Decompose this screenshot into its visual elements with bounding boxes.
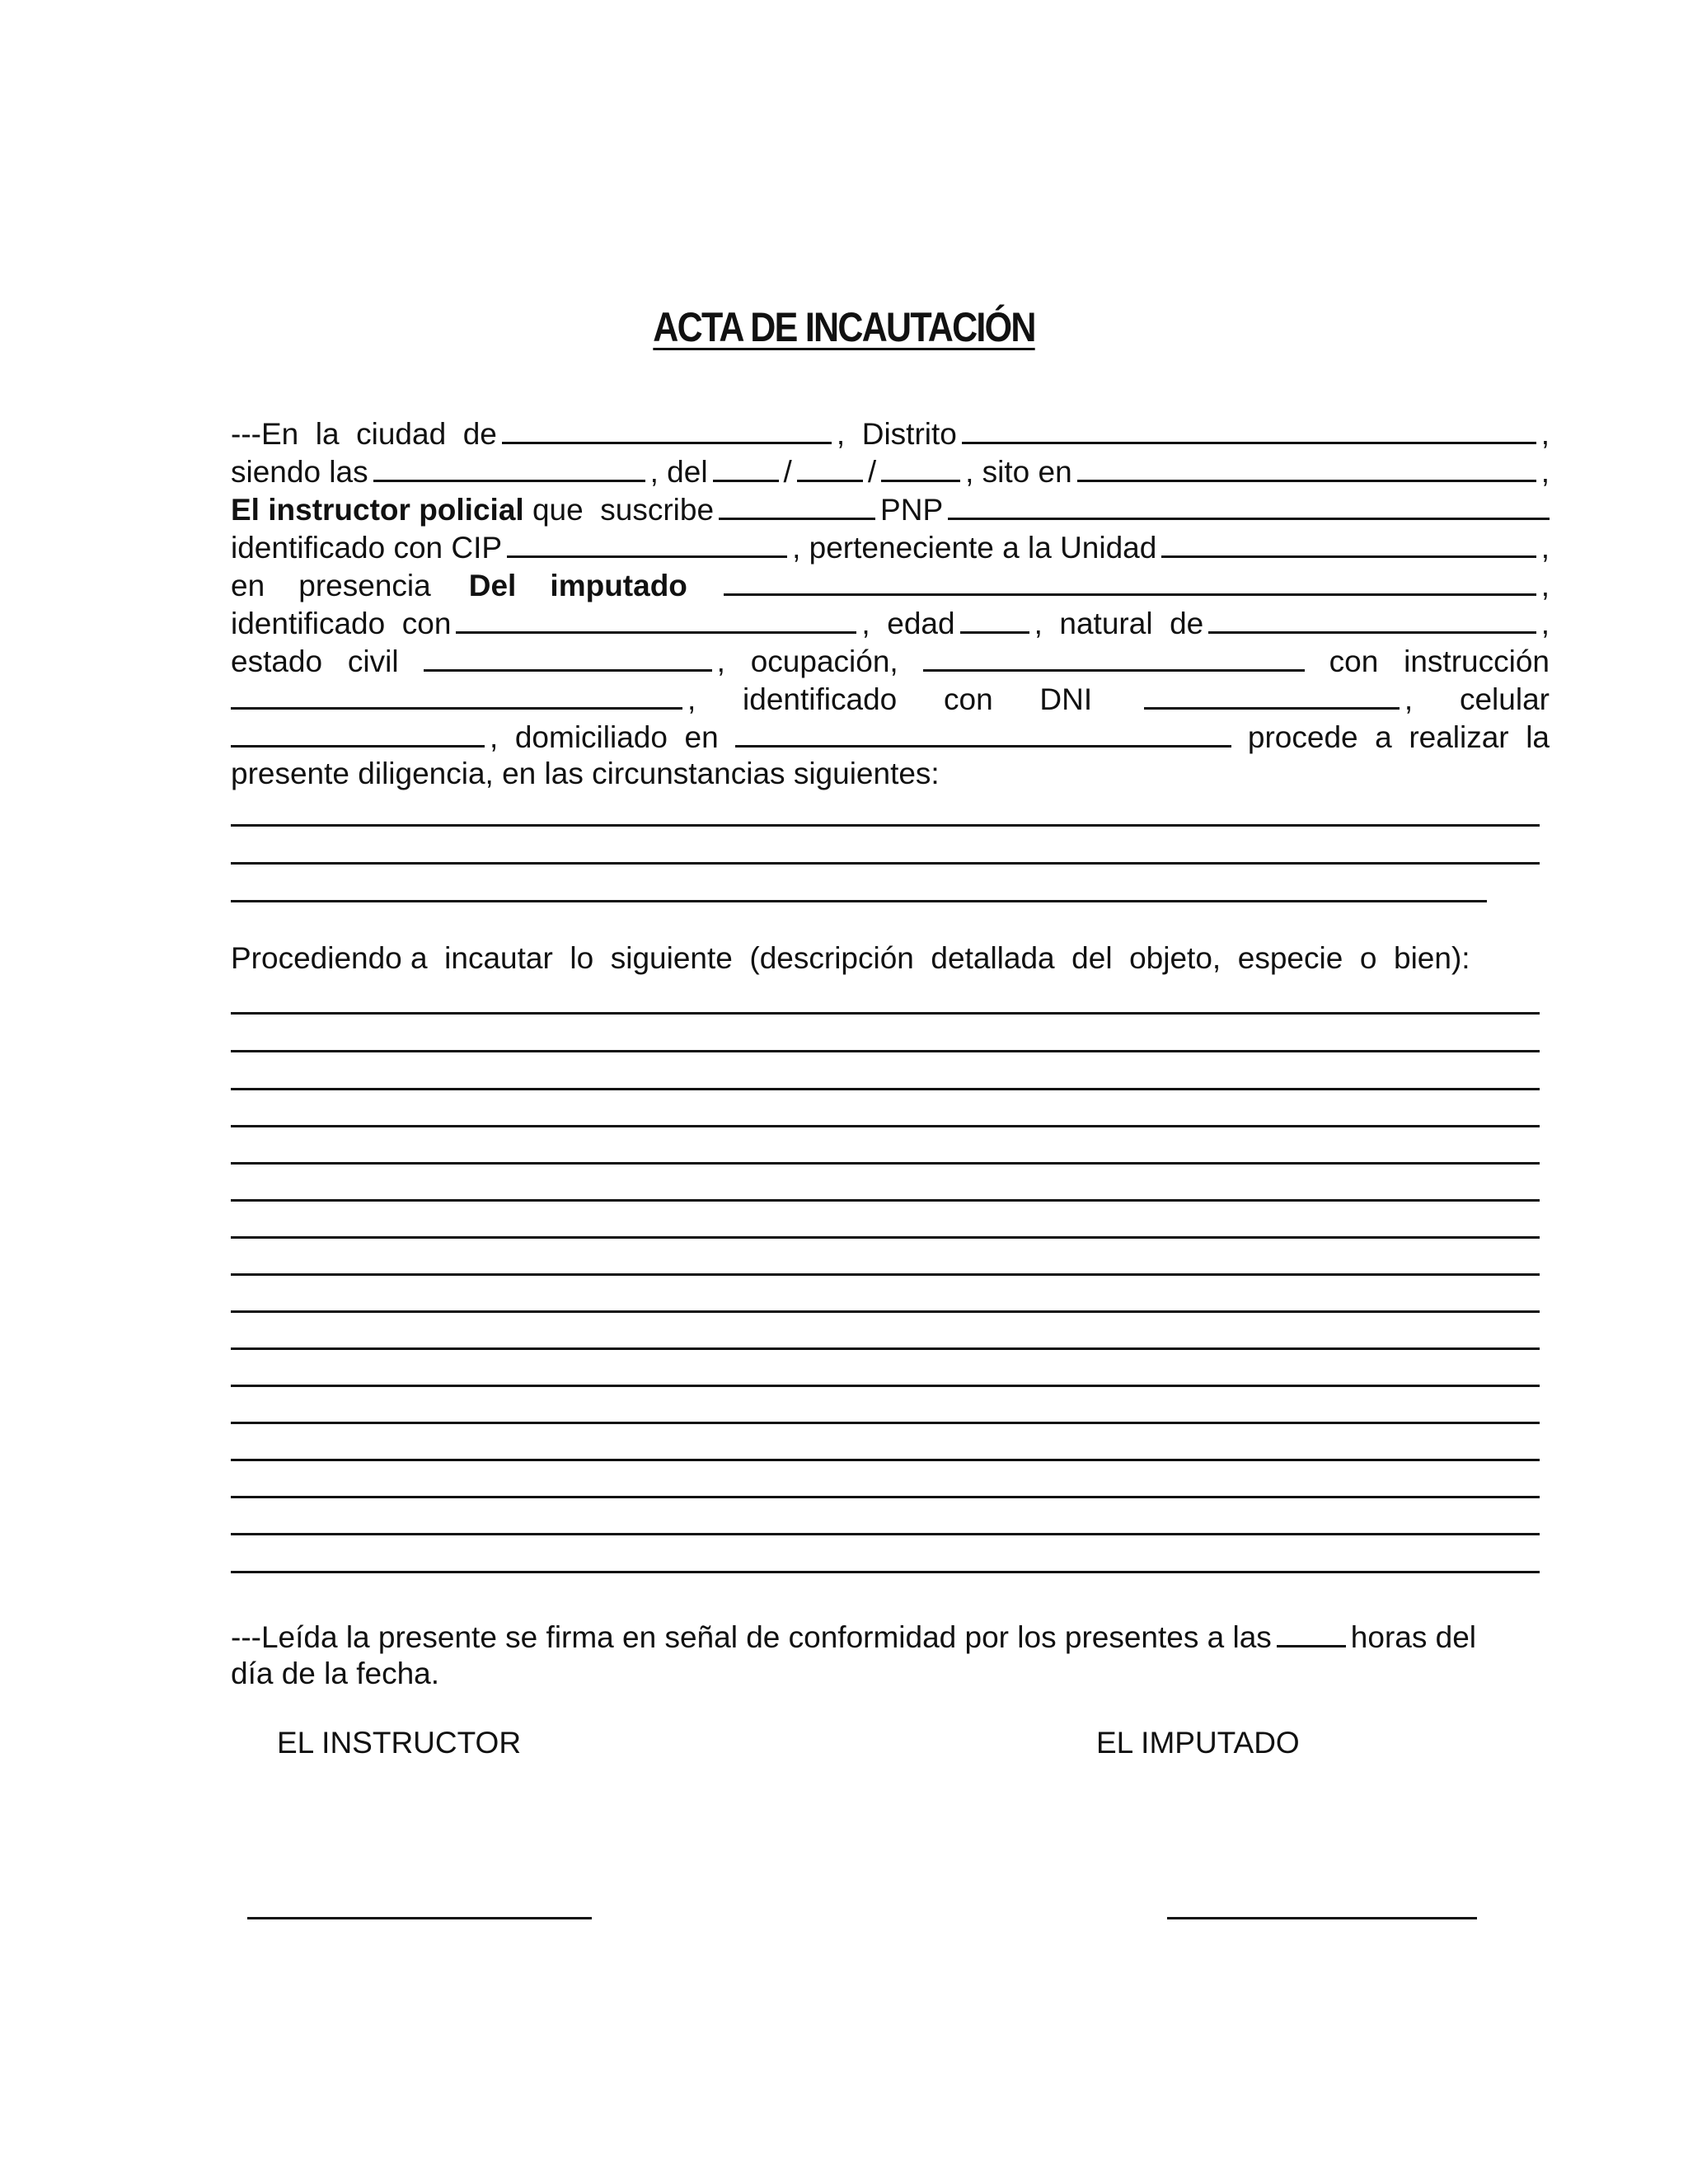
label-celular: celular bbox=[1459, 682, 1550, 716]
seizure-line[interactable] bbox=[231, 1347, 1540, 1350]
label-identificado-con: identificado con bbox=[231, 607, 452, 640]
intro-line-4 bbox=[231, 527, 1550, 565]
label-domiciliado-en: , domiciliado en bbox=[490, 720, 719, 754]
field-cip[interactable] bbox=[507, 527, 787, 558]
label-con: con bbox=[944, 682, 993, 716]
label-horas-del: horas del bbox=[1350, 1620, 1477, 1654]
field-hora[interactable] bbox=[373, 452, 645, 482]
label-fecha: , del bbox=[649, 455, 708, 489]
seizure-line[interactable] bbox=[231, 1459, 1540, 1461]
circumstances-line[interactable] bbox=[231, 862, 1540, 865]
label-instruccion: con instrucción bbox=[1329, 644, 1550, 678]
label-hora: siendo las bbox=[231, 455, 368, 489]
field-estado-civil[interactable] bbox=[424, 641, 712, 672]
field-unidad[interactable] bbox=[1161, 527, 1536, 558]
field-documento[interactable] bbox=[456, 603, 856, 634]
label-procede: procede a realizar la bbox=[1247, 720, 1550, 754]
field-domicilio[interactable] bbox=[735, 717, 1231, 748]
intro-line-6 bbox=[231, 603, 1550, 641]
label-circunstancias: presente diligencia, en las circunstancias siguientes: bbox=[231, 757, 940, 790]
label-sito-en: , sito en bbox=[965, 455, 1072, 489]
seizure-line[interactable] bbox=[231, 1199, 1540, 1202]
document-title: ACTA DE INCAUTACIÓN bbox=[653, 304, 1035, 350]
label-unidad: , perteneciente a la Unidad bbox=[792, 531, 1157, 565]
seizure-line[interactable] bbox=[231, 1533, 1540, 1535]
intro-line-5 bbox=[231, 565, 1550, 603]
date-separator: / bbox=[783, 455, 792, 489]
field-ciudad[interactable] bbox=[502, 414, 832, 444]
seizure-line[interactable] bbox=[231, 1422, 1540, 1424]
intro-line-10 bbox=[231, 755, 1550, 793]
field-grado[interactable] bbox=[719, 490, 875, 520]
circumstances-line[interactable] bbox=[231, 824, 1540, 827]
seizure-line[interactable] bbox=[231, 1236, 1540, 1239]
label-pnp: PNP bbox=[880, 493, 944, 527]
seizure-line[interactable] bbox=[231, 1125, 1540, 1127]
seizure-line[interactable] bbox=[231, 1050, 1540, 1052]
field-edad[interactable] bbox=[960, 603, 1029, 634]
field-celular[interactable] bbox=[231, 717, 485, 748]
label-edad: , edad bbox=[861, 607, 955, 640]
field-dni[interactable] bbox=[1144, 679, 1400, 710]
signature-line-instructor[interactable] bbox=[247, 1917, 592, 1919]
signature-label-imputado: EL IMPUTADO bbox=[1096, 1726, 1300, 1760]
label-procediendo: Procediendo a incautar lo siguiente (descripción detallada del objeto, especie o bien): bbox=[231, 941, 1470, 975]
field-lugar[interactable] bbox=[1077, 452, 1536, 482]
intro-line-3 bbox=[231, 490, 1550, 527]
seizure-line[interactable] bbox=[231, 1012, 1540, 1015]
field-natural-de[interactable] bbox=[1208, 603, 1536, 634]
label-cip: identificado con CIP bbox=[231, 531, 503, 565]
seizure-line[interactable] bbox=[231, 1385, 1540, 1387]
seizure-line[interactable] bbox=[231, 1273, 1540, 1276]
field-horas[interactable] bbox=[1277, 1617, 1346, 1647]
field-nombre-imputado[interactable] bbox=[724, 565, 1536, 596]
intro-line-1 bbox=[231, 414, 1550, 452]
seizure-line[interactable] bbox=[231, 1496, 1540, 1498]
seizure-intro-line bbox=[231, 940, 1550, 977]
label-suscribe: que suscribe bbox=[523, 493, 715, 527]
label-en-presencia: en presencia bbox=[231, 569, 431, 602]
seizure-line[interactable] bbox=[231, 1088, 1540, 1090]
comma: , bbox=[1540, 531, 1550, 565]
signature-line-imputado[interactable] bbox=[1167, 1917, 1477, 1919]
field-instruccion[interactable] bbox=[231, 679, 682, 710]
label-leida: ---Leída la presente se firma en señal de conformidad por los presentes a las bbox=[231, 1620, 1272, 1654]
comma: , bbox=[1404, 682, 1414, 716]
label-estado-civil: estado civil bbox=[231, 644, 399, 678]
signature-label-instructor: EL INSTRUCTOR bbox=[277, 1726, 522, 1760]
label-del-imputado: Del imputado bbox=[468, 569, 687, 602]
intro-line-9 bbox=[231, 717, 1550, 755]
label-dni: DNI bbox=[1039, 682, 1093, 716]
label-natural-de: , natural de bbox=[1034, 607, 1204, 640]
closing-line-1 bbox=[231, 1617, 1550, 1655]
comma: , bbox=[1540, 417, 1550, 451]
intro-line-2 bbox=[231, 452, 1550, 490]
comma: , bbox=[687, 682, 696, 716]
field-distrito[interactable] bbox=[962, 414, 1536, 444]
intro-line-8 bbox=[231, 679, 1550, 717]
date-separator: / bbox=[867, 455, 877, 489]
field-dia[interactable] bbox=[713, 452, 779, 482]
label-ciudad: ---En la ciudad de bbox=[231, 417, 497, 451]
comma: , bbox=[1540, 607, 1550, 640]
label-distrito: , Distrito bbox=[836, 417, 957, 451]
label-instructor-policial: El instructor policial bbox=[231, 493, 524, 527]
label-dia-fecha: día de la fecha. bbox=[231, 1657, 440, 1690]
seizure-line[interactable] bbox=[231, 1571, 1540, 1573]
comma: , bbox=[1540, 569, 1550, 602]
circumstances-line[interactable] bbox=[231, 900, 1487, 902]
field-mes[interactable] bbox=[797, 452, 863, 482]
label-identificado: identificado bbox=[743, 682, 898, 716]
field-nombre-instructor[interactable] bbox=[948, 490, 1550, 520]
field-anio[interactable] bbox=[881, 452, 960, 482]
closing-line-2 bbox=[231, 1655, 1550, 1693]
seizure-line[interactable] bbox=[231, 1310, 1540, 1313]
seizure-line[interactable] bbox=[231, 1162, 1540, 1165]
comma: , bbox=[1540, 455, 1550, 489]
label-ocupacion: , ocupación, bbox=[716, 644, 898, 678]
intro-line-7 bbox=[231, 641, 1550, 679]
field-ocupacion[interactable] bbox=[923, 641, 1305, 672]
